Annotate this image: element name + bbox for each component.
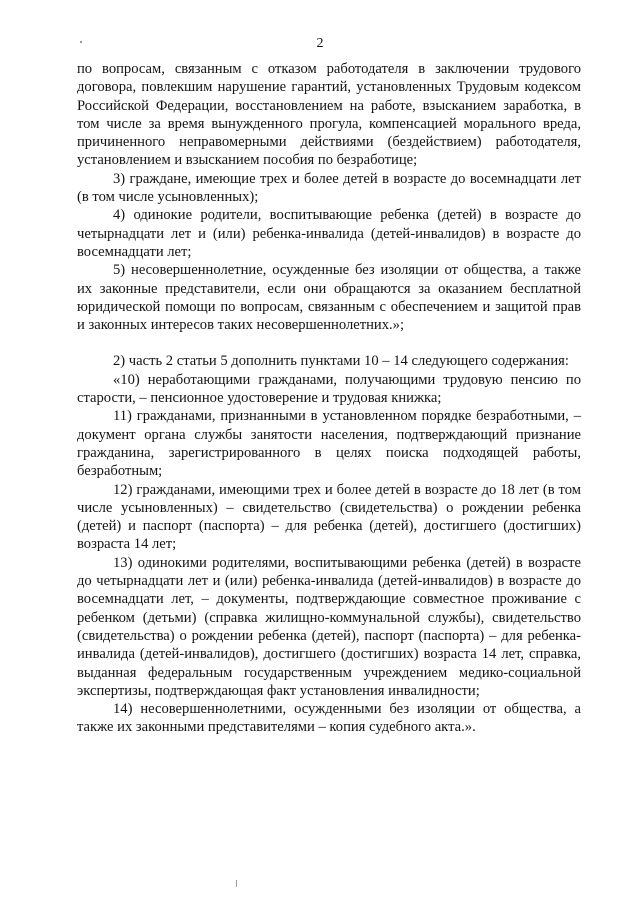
paragraph-item-10: «10) неработающими гражданами, получающими трудовую пенсию по старости, – пенсионное удостоверение и трудовая книжка; — [77, 371, 581, 407]
paragraph-item-3: 3) граждане, имеющие трех и более детей в возрасте до восемнадцати лет (в том числе усыновленных); — [77, 170, 581, 206]
paragraph-continuation: по вопросам, связанным с отказом работодателя в заключении трудового договора, повлекшим нарушение гарантий, установленных Трудовым кодексом Российской Федерации, восстановлением на работе, взысканием заработка, в том числе за время вынужденного прогула, компенсацией морального вреда, причиненного неправомерными действиями (бездействием) работодателя, установлением и взысканием пособия по безработице; — [77, 61, 581, 169]
paragraph-gap — [77, 334, 581, 352]
document-body — [77, 60, 581, 737]
paragraph-item-12: 12) гражданами, имеющими трех и более детей в возрасте до 18 лет (в том числе усыновленных) – свидетельство (свидетельства) о рождении ребенка (детей) и паспорт (паспорта) – для ребенка (детей), достигшего (достигших) возраста 14 лет; — [77, 481, 581, 553]
paragraph-item-14: 14) несовершеннолетними, осужденными без изоляции от общества, а также их законными представителями – копия судебного акта.». — [77, 701, 581, 736]
paragraph-item-11: 11) гражданами, признанными в установленном порядке безработными, – документ органа службы занятости населения, подтверждающий признание гражданина, зарегистрированного в целях поиска подходящей работы, безработным; — [77, 408, 581, 480]
scan-speck — [236, 880, 237, 887]
paragraph-item-4: 4) одинокие родители, воспитывающие ребенка (детей) в возрасте до четырнадцати лет и (или) ребенка-инвалида (детей-инвалидов) в возрасте до восемнадцати лет; — [77, 207, 581, 260]
paragraph-item-5: 5) несовершеннолетние, осужденные без изоляции от общества, а также их законные представители, если они обращаются за оказанием бесплатной юридической помощи по вопросам, связанным с обеспечением и защитой прав и законных интересов таких несовершеннолетних.»; — [77, 262, 581, 334]
paragraph-item-13: 13) одинокими родителями, воспитывающими ребенка (детей) в возрасте до четырнадцати лет и (или) ребенка-инвалида (детей-инвалидов) в возрасте до восемнадцати лет, – документы, подтверждающие совместное проживание с ребенком (детьми) (справка жилищно-коммунальной службы), свидетельство (свидетельства) о рождении ребенка (детей), паспорт (паспорта) – для ребенка-инвалида (детей-инвалидов), достигшего (достигших) возраста 14 лет, справка, выданная федеральным государственным учреждением медико-социальной экспертизы, подтверждающая факт установления инвалидности; — [77, 554, 581, 699]
page-number: 2 — [316, 36, 324, 51]
paragraph-amendment-2: 2) часть 2 статьи 5 дополнить пунктами 10 – 14 следующего содержания: — [113, 353, 569, 370]
